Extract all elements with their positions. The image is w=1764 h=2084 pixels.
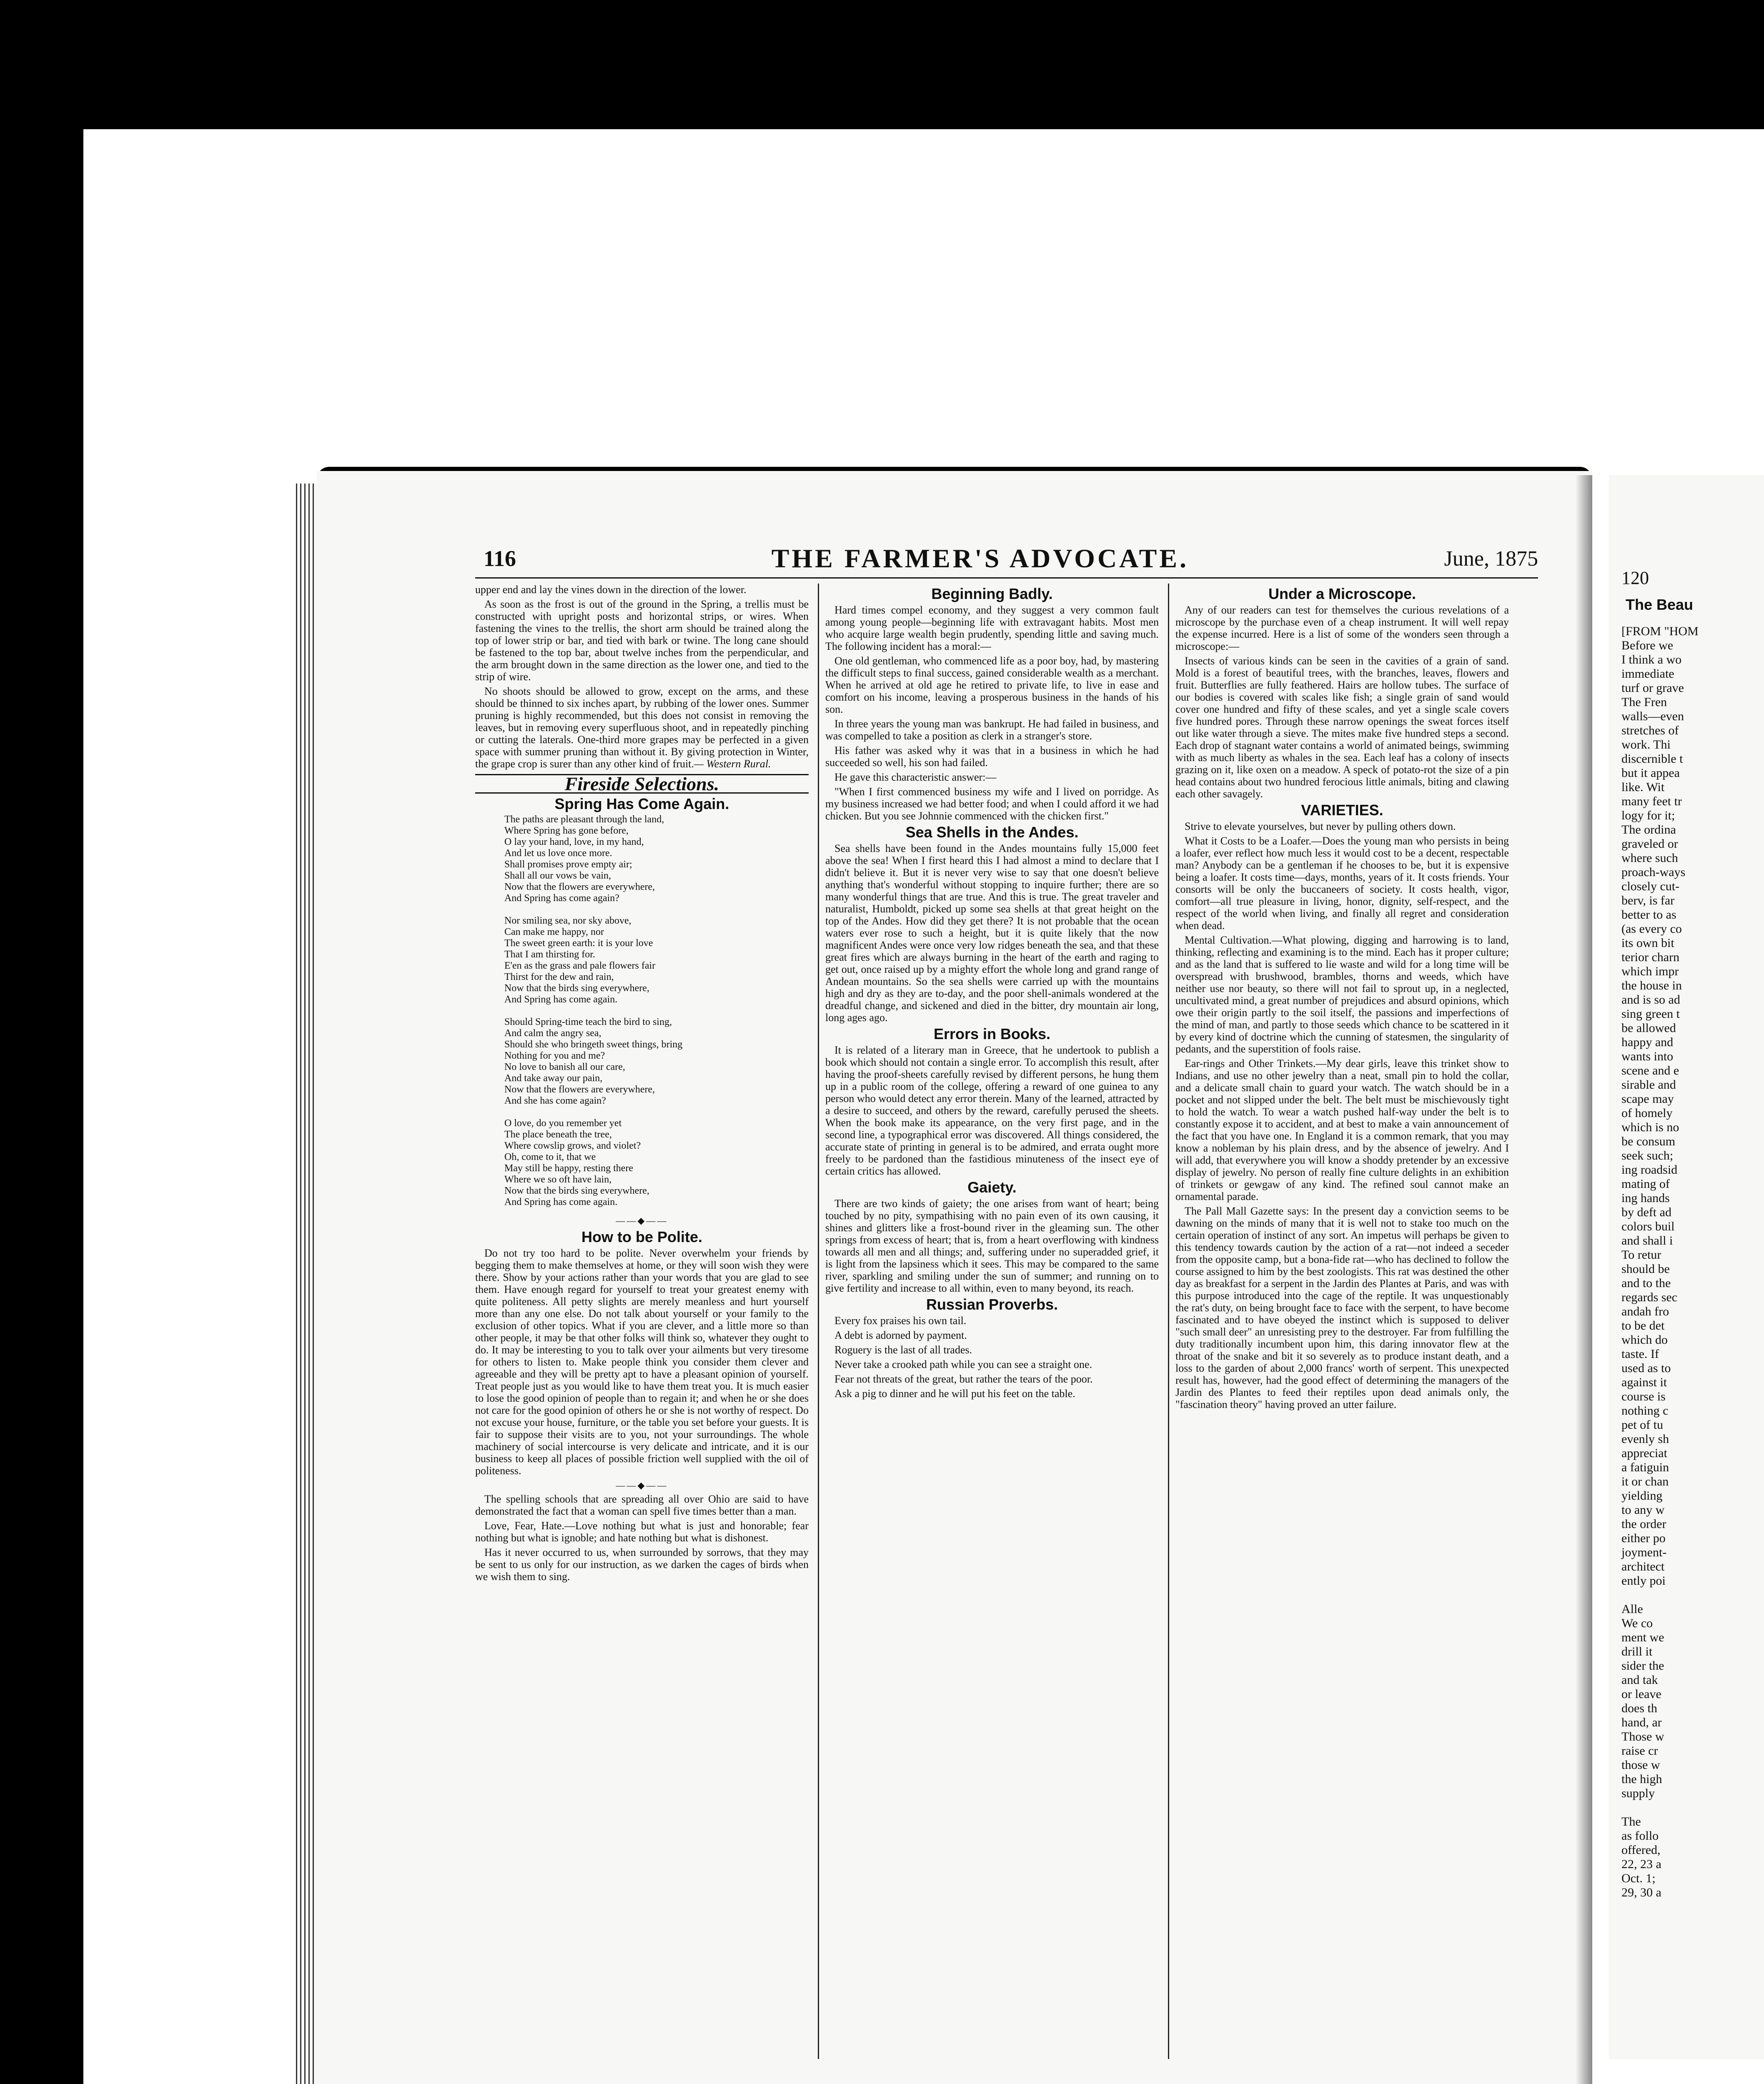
paragraph: It is related of a literary man in Greece, that he undertook to publish a book which should not contain a single error. To accomplish this result, after having the proof-sheets carefully revised by different persons, he hung them up in a public room of the college, offering a reward of one guinea to any person who would detect any error therein. Many of the learned, attracted by a desire to succeed, and others by the reward, carefully perused the sheets. When the book make its appearance, on the very first page, and in the second line, a typographical error was discovered. All things considered, the accurate state of printing in general is to be admired, and errata ought more freely to be pardoned than the fastidious minuteness of the insect eye of certain critics has allowed.	[825, 1044, 1159, 1177]
adjacent-page-heading: The Beau	[1626, 596, 1694, 613]
paragraph: Do not try too hard to be polite. Never overwhelm your friends by begging them to make themselves at home, or they will soon wish they were there. Show by your actions rather than your words that you are glad to see them. Have enough regard for yourself to treat your greatest enemy with quite politeness. All petty slights are merely meanless and hurt yourself more than any one else. Do not talk about yourself or your family to the exclusion of other topics. What if you are clever, and a little more so than other people, it may be that other folks will think so, whatever they ought to do. It may be interesting to you to talk over your ailments but very tiresome for others to listen to. Make people think you consider them clever and agreeable and they will be pretty apt to have a pleasant opinion of yourself. Treat people just as you would like to have them treat you. It is much easier to lose the good opinion of people than to regain it; and when he or she does not care for the good opinion of others he or she is not worthy of respect. Do not excuse your house, furniture, or the table you set before your guests. It is fair to suppose their visits are to you, not your surroundings. The whole machinery of social intercourse is very delicate and intricate, and it is our business to keep all places of possible friction well supplied with the oil of politeness.	[475, 1247, 809, 1477]
poem-line: Now that the flowers are everywhere,	[504, 1084, 655, 1095]
adjacent-page-line: Alle	[1621, 1602, 1643, 1616]
adjacent-page-line: like. Wit	[1621, 780, 1665, 794]
paragraph: Love, Fear, Hate.—Love nothing but what is just and honorable; fear nothing but what is ignoble; and hate nothing but what is dishonest.	[475, 1520, 809, 1544]
poem-line: No love to banish all our care,	[504, 1062, 625, 1072]
adjacent-page-line: it or chan	[1621, 1475, 1669, 1488]
adjacent-page-line: andah fro	[1621, 1305, 1669, 1318]
issue-date: June, 1875	[1444, 546, 1538, 571]
paragraph: He gave this characteristic answer:—	[834, 771, 997, 783]
adjacent-page-fragment	[1609, 475, 1764, 2059]
adjacent-page-line: logy for it;	[1621, 809, 1675, 822]
adjacent-page-line: by deft ad	[1621, 1205, 1671, 1219]
poem-line: O love, do you remember yet	[504, 1118, 622, 1129]
adjacent-page-line: drill it	[1621, 1645, 1653, 1658]
adjacent-page-line: does th	[1621, 1701, 1657, 1715]
adjacent-page-line: regards sec	[1621, 1290, 1678, 1304]
adjacent-page-line: and shall i	[1621, 1234, 1673, 1247]
adjacent-page-line: I think a wo	[1621, 653, 1682, 666]
paragraph: Mental Cultivation.—What plowing, digging and harrowing is to land, thinking, reflecting and examining is to the mind. Each has it proper culture; and as the land that is suffered to lie waste and wild for a long time will be overspread with brushwood, brambles, thorns and weeds, which have neither use nor beauty, so there will not fail to sprout up, in a neglected, uncultivated mind, a great number of prejudices and absurd opinions, which owe their origin partly to the soil itself, the passions and imperfections of the mind of man, and partly to those seeds which chance to be scattered in it by every kind of doctrine which the cunning of statesmen, the singularity of pedants, and the superstition of fools raise.	[1175, 934, 1509, 1055]
adjacent-page-line: taste. If	[1621, 1347, 1659, 1361]
adjacent-page-line: Oct. 1;	[1621, 1871, 1656, 1885]
poem-line: Now that the birds sing everywhere,	[504, 983, 649, 994]
proverb: A debt is adorned by payment.	[834, 1329, 967, 1341]
poem-line: The sweet green earth: it is your love	[504, 938, 653, 949]
adjacent-page-line: The Fren	[1621, 695, 1667, 709]
adjacent-page-line: discernible t	[1621, 752, 1683, 766]
adjacent-page-line: immediate	[1621, 667, 1674, 681]
paragraph: One old gentleman, who commenced life as a poor boy, had, by mastering the difficult steps to final success, gained considerable wealth as a merchant. When he arrived at old age he retired to private life, to live in ease and comfort on his income, leaving a prosperous business in the hands of his son.	[825, 655, 1159, 715]
poem-line: Where we so oft have lain,	[504, 1174, 612, 1185]
paragraph: In three years the young man was bankrupt. He had failed in business, and was compelled to take a position as clerk in a stranger's store.	[825, 718, 1159, 742]
page-gutter-shadow	[1576, 475, 1592, 2084]
article-title: Russian Proverbs.	[926, 1296, 1058, 1313]
paragraph: Any of our readers can test for themselves the curious revelations of a microscope by the purchase even of a cheap instrument. It will well repay the expense incurred. Here is a list of some of the wonders seen through a microscope:—	[1175, 604, 1509, 652]
poem-line: Nothing for you and me?	[504, 1050, 605, 1061]
adjacent-page-line: architect	[1621, 1560, 1665, 1573]
article-title: How to be Polite.	[581, 1228, 702, 1245]
adjacent-page-line: against it	[1621, 1375, 1667, 1389]
column-3	[1175, 584, 1509, 2067]
paragraph: What it Costs to be a Loafer.—Does the young man who persists in being a loafer, ever reflect how much less it would cost to be a decent, respectable man? Anybody can be a gentleman if he chooses to be, but it is expensive being a loafer. It costs time—days, months, years of it. It costs friends. Your consorts will be only the buccaneers of society. It costs health, vigor, comfort—all true pleasure in living, honor, dignity, self-respect, and the respect of the world when living, and finally all regret and consideration when dead.	[1175, 835, 1509, 932]
poem-line: And she has come again?	[504, 1095, 606, 1106]
adjacent-page-line: many feet tr	[1621, 794, 1682, 808]
poem-line: O lay your hand, love, in my hand,	[504, 837, 644, 847]
poem-line: Nor smiling sea, nor sky above,	[504, 915, 631, 926]
adjacent-page-line: stretches of	[1621, 724, 1679, 737]
adjacent-page-line: sing green t	[1621, 1007, 1680, 1021]
poem-line: And take away our pain,	[504, 1073, 603, 1084]
poem-line: Can make me happy, nor	[504, 927, 604, 937]
adjacent-page-line: ently poi	[1621, 1574, 1666, 1588]
adjacent-page-line: but it appea	[1621, 766, 1680, 780]
paragraph: Strive to elevate yourselves, but never by pulling others down.	[1185, 820, 1456, 832]
adjacent-page-line: those w	[1621, 1758, 1660, 1772]
adjacent-page-line: 29, 30 a	[1621, 1886, 1661, 1899]
adjacent-page-line: its own bit	[1621, 936, 1674, 950]
article-title: Beginning Badly.	[931, 585, 1053, 602]
adjacent-page-line: ing roadsid	[1621, 1163, 1678, 1177]
adjacent-page-line: either po	[1621, 1531, 1666, 1545]
adjacent-page-line: closely cut-	[1621, 879, 1680, 893]
adjacent-page-line: or leave	[1621, 1687, 1661, 1701]
poem-line: And Spring has come again.	[504, 1197, 618, 1207]
adjacent-page-line: sirable and	[1621, 1078, 1676, 1092]
proverb: Ask a pig to dinner and he will put his feet on the table.	[834, 1388, 1075, 1400]
adjacent-page-line: be consum	[1621, 1135, 1676, 1148]
paragraph: "When I first commenced business my wife and I lived on porridge. As my business increased we had better food; and when I could afford it we had chicken. But you see Johnnie commenced with the chicken first."	[825, 786, 1159, 822]
adjacent-page-line: be allowed	[1621, 1021, 1676, 1035]
page-header	[484, 542, 1538, 575]
article-title: Under a Microscope.	[1268, 585, 1416, 602]
poem-line: The place beneath the tree,	[504, 1129, 612, 1140]
poem-line: And let us love once more.	[504, 848, 612, 859]
adjacent-page-line: and tak	[1621, 1673, 1658, 1687]
adjacent-page-line: a fatiguin	[1621, 1460, 1669, 1474]
adjacent-page-line: where such	[1621, 851, 1678, 865]
adjacent-page-text	[1609, 624, 1764, 1900]
article-title: Sea Shells in the Andes.	[905, 824, 1079, 841]
paragraph: Ear-rings and Other Trinkets.—My dear girls, leave this trinket show to Indians, and use no other jewelry than a neat, small pin to hold the collar, and a delicate small chain to guard your watch. The watch should be in a pocket and not slipped under the belt. The belt must be mischievously tight to hold the watch. To wear a watch pushed half-way under the belt is to constantly expose it to accident, and at best to make a vain announcement of the fact that you have one. In England it is a common remark, that you may know a nobleman by his plain dress, and by the absence of jewelry. And I will add, that everywhere you will know a shoddy pretender by an excessive display of jewelry. No person of really fine culture delights in an exhibition of trinkets or gewgaw of any kind. The refined soul cannot make an ornamental parade.	[1175, 1057, 1509, 1202]
adjacent-page-line: To retur	[1621, 1248, 1661, 1262]
article-title: Gaiety.	[967, 1179, 1017, 1196]
adjacent-page-line: which impr	[1621, 964, 1679, 978]
adjacent-page-line: scape may	[1621, 1092, 1674, 1106]
adjacent-page-line: proach-ways	[1621, 865, 1686, 879]
adjacent-page-line: and to the	[1621, 1276, 1671, 1290]
poem-line: Shall all our vows be vain,	[504, 870, 611, 881]
masthead-title: THE FARMER'S ADVOCATE.	[771, 544, 1189, 573]
adjacent-page-line: to any w	[1621, 1503, 1665, 1517]
paragraph: Hard times compel economy, and they suggest a very common fault among young people—beginning life with extravagant habits. Most men who acquire large wealth begin prudently, spending little and saving much. The following incident has a moral:—	[825, 604, 1159, 652]
adjacent-page-line: supply	[1621, 1786, 1655, 1800]
adjacent-page-line: hand, ar	[1621, 1716, 1662, 1729]
proverb: Fear not threats of the great, but rather the tears of the poor.	[834, 1373, 1093, 1385]
adjacent-page-line: scene and e	[1621, 1064, 1679, 1077]
section-heading: VARIETIES.	[1301, 802, 1383, 819]
poem-line: Where Spring has gone before,	[504, 825, 629, 836]
adjacent-page-line: happy and	[1621, 1035, 1674, 1049]
poem-line: May still be happy, resting there	[504, 1163, 634, 1174]
adjacent-page-line: and is so ad	[1621, 993, 1680, 1007]
poem-line: Where cowslip grows, and violet?	[504, 1140, 641, 1151]
adjacent-page-line: ment we	[1621, 1631, 1664, 1644]
adjacent-page-line: ing hands	[1621, 1191, 1670, 1205]
adjacent-page-line: appreciat	[1621, 1446, 1667, 1460]
poem-line: Should Spring-time teach the bird to sing,	[504, 1017, 672, 1027]
adjacent-page-line: (as every co	[1621, 922, 1682, 936]
paragraph: His father was asked why it was that in a business in which he had succeeded so well, his son had failed.	[825, 744, 1159, 769]
adjacent-page-line: the house in	[1621, 979, 1682, 992]
header-rule	[475, 577, 1538, 579]
poem-line: The paths are pleasant through the land,	[504, 814, 664, 825]
column-1	[475, 584, 809, 2067]
adjacent-page-line: [FROM "HOM	[1621, 624, 1699, 638]
adjacent-page-line	[1621, 1588, 1764, 1602]
adjacent-page-line: Those w	[1621, 1730, 1664, 1743]
paragraph: Sea shells have been found in the Andes mountains fully 15,000 feet above the sea! When I first heard this I had almost a mind to declare that I didn't believe it. But it is never very wise to say that one doesn't believe anything that's wonderful without stopping to inquire further; there are so many wonderful things that are true. And this is true. The great traveler and naturalist, Humboldt, picked up some sea shells at that great height on the top of the Andes. How did they get there? It is not probable that the ocean waters ever rose to such a height, but it is quite likely that the now magnificent Andes were once very low ridges beneath the sea, and that these great fires which are always burning in the heart of the earth and raging to get out, once raised up by a mighty effort the whole long and grand range of Andean mountains. So the sea shells were carried up with the mountains high and dry as they are to-day, and the poor shell-animals wondered at the dreadful change, and sickened and died in the bitter, dry mountain air long, long ages ago.	[825, 842, 1159, 1024]
adjacent-page-line: work. Thi	[1621, 738, 1671, 751]
adjacent-page-line: joyment-	[1621, 1545, 1667, 1559]
paragraph: As soon as the frost is out of the ground in the Spring, a trellis must be constructed with upright posts and horizontal strips, or wires. When fastening the vines to the trellis, the short arm should be trained along the top of lower strip or bar, and tied with bark or twine. The long cane should be fastened to the top bar, about twelve inches from the perpendicular, and the arm brought down in the same direction as the lower one, and tied to the strip of wire.	[475, 598, 809, 683]
adjacent-page-line: which is no	[1621, 1120, 1679, 1134]
paragraph: The Pall Mall Gazette says: In the present day a conviction seems to be dawning on the minds of many that it is well not to stake too much on the certain operation of instinct of any sort. An impetus will perhaps be given to this tendency towards caution by the action of a rat—not indeed a seceder from the opposite camp, but a bona-fide rat—who has declined to follow the course assigned to him by the best zoologists. This rat was destined the other day as breakfast for a serpent in the Jardin des Plantes at Paris, and was with this purpose introduced into the cage of the reptile. It was unquestionably the rat's duty, on being brought face to face with the serpent, to have become fascinated and to have obeyed the instinct which is supposed to deliver "such small deer" an unresisting prey to the destroyer. Far from fulfilling the duty traditionally incumbent upon him, this daring innovator flew at the throat of the snake and bit it so severely as to produce instant death, and a loss to the garden of about 2,000 francs' worth of serpent. This unexpected result has, however, had the good effect of determining the managers of the Jardin des Plantes to feed their reptiles upon dead animals only, the "fascination theory" having proved an utter failure.	[1175, 1205, 1509, 1410]
poem-line: And calm the angry sea,	[504, 1028, 601, 1039]
adjacent-page-line: seek such;	[1621, 1149, 1674, 1162]
adjacent-page-line: of homely	[1621, 1106, 1673, 1120]
poem	[504, 814, 809, 1208]
adjacent-page-line: course is	[1621, 1390, 1666, 1403]
adjacent-page-line: the high	[1621, 1772, 1662, 1786]
adjacent-page-line: We co	[1621, 1616, 1653, 1630]
poem-line: Shall promises prove empty air;	[504, 859, 632, 870]
adjacent-page-line: nothing c	[1621, 1404, 1669, 1418]
paragraph: The spelling schools that are spreading all over Ohio are said to have demonstrated the fact that a woman can spell five times better than a man.	[475, 1493, 809, 1517]
adjacent-page-line: the order	[1621, 1517, 1666, 1531]
adjacent-page-line: turf or grave	[1621, 681, 1684, 695]
page-number: 116	[484, 546, 516, 571]
section-title: Fireside Selections.	[475, 774, 809, 794]
adjacent-page-line: graveled or	[1621, 837, 1678, 851]
adjacent-page-line: colors buil	[1621, 1220, 1675, 1233]
proverb: Every fox praises his own tail.	[834, 1315, 967, 1327]
adjacent-page-line: raise cr	[1621, 1744, 1658, 1758]
adjacent-page-line: to be det	[1621, 1319, 1665, 1333]
adjacent-page-line: which do	[1621, 1333, 1668, 1347]
adjacent-page-line: mating of	[1621, 1177, 1670, 1191]
adjacent-page-line: as follo	[1621, 1829, 1659, 1843]
paragraph: Insects of various kinds can be seen in the cavities of a grain of sand. Mold is a forest of beautiful trees, with the branches, leaves, flowers and fruit. Butterflies are fully feathered. Hairs are hollow tubes. The surface of our bodies is covered with scales like fish; a single grain of sand would cover one hundred and fifty of these scales, and yet a single scale covers five hundred pores. Through these narrow openings the sweat forces itself out like water through a sieve. The mites make five hundred steps a second. Each drop of stagnant water contains a world of animated beings, swimming with as much liberty as whales in the sea. Each leaf has a colony of insects grazing on it, like oxen on a meadow. A speck of potato-rot the size of a pin head contains about two hundred ferocious little animals, biting and clawing each other savagely.	[1175, 655, 1509, 800]
poem-line: Thirst for the dew and rain,	[504, 972, 614, 982]
poem-line: Should she who bringeth sweet things, bring	[504, 1039, 683, 1050]
adjacent-page-line: The	[1621, 1815, 1641, 1829]
poem-title: Spring Has Come Again.	[554, 795, 729, 812]
proverb: Roguery is the last of all trades.	[834, 1344, 972, 1356]
adjacent-page-line: pet of tu	[1621, 1418, 1663, 1432]
poem-line: Now that the flowers are everywhere,	[504, 882, 655, 892]
adjacent-page-number: 120	[1621, 568, 1649, 588]
adjacent-page-line: better to as	[1621, 908, 1676, 922]
stanza-break	[504, 1107, 809, 1118]
paragraph-text: No shoots should be allowed to grow, except on the arms, and these should be thinned to six inches apart, by rubbing of the lower ones. Summer pruning is highly recommended, but this does not consist in removing the leaves, but in removing every superfluous shoot, and in repeatedly pinching or cutting the laterals. One-third more grapes may be perfected in a given space with summer pruning than without it. By giving protection in Winter, the grape crop is surer than any other kind of fruit.	[475, 685, 809, 770]
proverb: Never take a crooked path while you can see a straight one.	[834, 1358, 1092, 1370]
adjacent-page-line: yielding	[1621, 1489, 1663, 1503]
paragraph: upper end and lay the vines down in the direction of the lower.	[475, 584, 747, 596]
poem-line: That I am thirsting for.	[504, 949, 595, 960]
poem-line: E'en as the grass and pale flowers fair	[504, 960, 656, 971]
paragraph: There are two kinds of gaiety; the one arises from want of heart; being touched by no pity, sympathising with no pain even of its own causing, it shines and glitters like a frost-bound river in the gleaming sun. The other springs from excess of heart; that is, from a heart overflowing with kindness towards all men and all things; and, suffering under no superadded grief, it is light from the lapsiness which it sees. This may be compared to the same river, sparkling and smiling under the sun of summer; and running on to give fertility and increase to all within, even to many beyond, its reach.	[825, 1197, 1159, 1294]
source-credit: — Western Rural.	[694, 758, 771, 770]
stanza-break	[504, 1005, 809, 1017]
poem-line: Now that the birds sing everywhere,	[504, 1185, 649, 1196]
column-rule	[818, 584, 819, 2059]
poem-line: Oh, come to it, that we	[504, 1152, 596, 1162]
adjacent-page-line: sider the	[1621, 1659, 1664, 1673]
separator: ——◆——	[616, 1215, 668, 1226]
adjacent-page-line: walls—even	[1621, 709, 1684, 723]
adjacent-page-line: terior charn	[1621, 950, 1680, 964]
adjacent-page-line: offered,	[1621, 1843, 1661, 1857]
article-title: Errors in Books.	[933, 1025, 1051, 1042]
adjacent-page-line: berv, is far	[1621, 894, 1675, 907]
adjacent-page-line: evenly sh	[1621, 1432, 1669, 1446]
adjacent-page-line: should be	[1621, 1262, 1670, 1276]
poem-line: And Spring has come again.	[504, 994, 618, 1005]
adjacent-page-line	[1621, 1801, 1764, 1815]
paragraph: Has it never occurred to us, when surrounded by sorrows, that they may be sent to us only for our instruction, as we darken the cages of birds when we wish them to sing.	[475, 1546, 809, 1583]
column-2	[825, 584, 1159, 2067]
poem-line: And Spring has come again?	[504, 893, 619, 904]
adjacent-page-line: used as to	[1621, 1361, 1671, 1375]
adjacent-page-line: The ordina	[1621, 823, 1676, 837]
adjacent-page-line: Before we	[1621, 639, 1674, 652]
adjacent-page-line: 22, 23 a	[1621, 1857, 1661, 1871]
separator: ——◆——	[616, 1480, 668, 1490]
column-rule	[1168, 584, 1169, 2059]
stanza-break	[504, 904, 809, 915]
paragraph	[475, 685, 809, 770]
adjacent-page-line: wants into	[1621, 1050, 1674, 1063]
proverb-list	[825, 1315, 1159, 1400]
